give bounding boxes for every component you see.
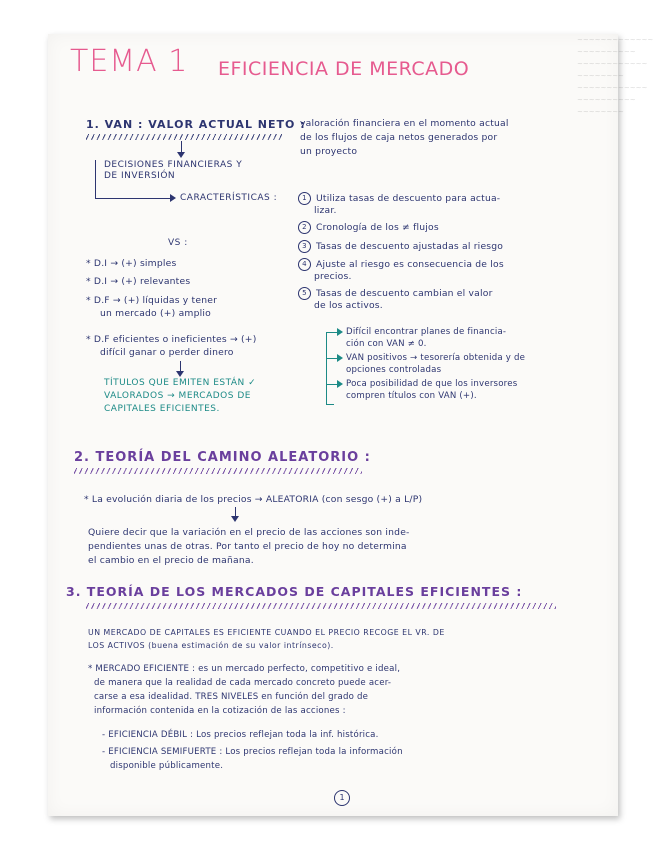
decisions-line-1: DECISIONES FINANCIERAS Y bbox=[104, 160, 243, 170]
bracket-vertical bbox=[95, 160, 96, 198]
arrow-right-icon bbox=[337, 328, 343, 336]
comparison-3: * D.F → (+) líquidas y tener bbox=[86, 295, 218, 306]
number-4-icon: 4 bbox=[298, 258, 311, 271]
consequence-2: VAN positivos → tesorería obtenida y de bbox=[346, 353, 526, 363]
comparison-4: * D.F eficientes o ineficientes → (+) bbox=[86, 334, 257, 345]
characteristic-5-cont: de los activos. bbox=[314, 300, 383, 311]
level-weak: - EFICIENCIA DÉBIL : Los precios reflejan toda la inf. histórica. bbox=[102, 730, 379, 740]
number-5-icon: 5 bbox=[298, 287, 311, 300]
characteristic-1-cont: lizar. bbox=[314, 205, 337, 216]
efficient-market-4: información contenida en la cotización de las acciones : bbox=[94, 706, 346, 716]
section-2-explanation-3: el cambio en el precio de mañana. bbox=[88, 555, 254, 566]
consequence-2-cont: opciones controladas bbox=[346, 365, 442, 375]
section-2-underline bbox=[74, 468, 362, 474]
consequence-bracket bbox=[326, 332, 327, 404]
section-2-heading: 2. TEORÍA DEL CAMINO ALEATORIO : bbox=[74, 450, 371, 465]
characteristic-3: 3 Tasas de descuento ajustadas al riesgo bbox=[298, 240, 503, 253]
arrow-down-icon bbox=[177, 152, 185, 158]
efficient-market-1: * MERCADO EFICIENTE : es un mercado perfecto, competitivo e ideal, bbox=[88, 664, 401, 674]
consequence-3: Poca posibilidad de que los inversores bbox=[346, 379, 518, 389]
van-definition-line-1: valoración financiera en el momento actual bbox=[300, 118, 509, 129]
arrow-down-icon bbox=[176, 371, 184, 377]
level-semistrong: - EFICIENCIA SEMIFUERTE : Los precios reflejan toda la información bbox=[102, 747, 403, 757]
section-3-intro-2: LOS ACTIVOS (buena estimación de su valor intrínseco). bbox=[88, 641, 334, 650]
page-subtitle: EFICIENCIA DE MERCADO bbox=[218, 58, 470, 80]
section-2-explanation-2: pendientes unas de otras. Por tanto el precio de hoy no determina bbox=[88, 541, 407, 552]
consequence-bottom bbox=[326, 404, 334, 405]
level-semistrong-cont: disponible públicamente. bbox=[110, 761, 224, 771]
characteristic-2: 2 Cronología de los ≠ flujos bbox=[298, 221, 439, 234]
page-number: 1 bbox=[334, 790, 350, 806]
page-title: TEMA 1 bbox=[70, 44, 189, 79]
arrow-right-icon bbox=[337, 380, 343, 388]
comparison-3-cont: un mercado (+) amplio bbox=[100, 308, 211, 319]
comparison-1: * D.I → (+) simples bbox=[86, 258, 177, 269]
conclusion-line-1: TÍTULOS QUE EMITEN ESTÁN ✓ bbox=[104, 378, 257, 388]
van-definition-line-2: de los flujos de caja netos generados por bbox=[300, 132, 498, 143]
section-3-heading: 3. TEORÍA DE LOS MERCADOS DE CAPITALES EFICIENTES : bbox=[66, 584, 523, 599]
arrow-right-icon bbox=[337, 354, 343, 362]
efficient-market-3: carse a esa idealidad. TRES NIVELES en función del grado de bbox=[94, 692, 369, 702]
bleed-through-text: ~~~~~~~~~~~~~ ~~~~~~~~~~ ~~~~~~~~~~~~ ~~~~~~~~ ~~~~~~~~~~~~ ~~~~~~~~~~ ~~~~~~~~ bbox=[577, 36, 654, 116]
bracket-horizontal bbox=[95, 198, 171, 199]
number-3-icon: 3 bbox=[298, 240, 311, 253]
consequence-1: Difícil encontrar planes de financia- bbox=[346, 327, 507, 337]
characteristic-1: 1 Utiliza tasas de descuento para actua- bbox=[298, 192, 500, 205]
section-1-underline bbox=[86, 134, 282, 140]
conclusion-line-3: CAPITALES EFICIENTES. bbox=[104, 404, 220, 414]
characteristics-label: CARACTERÍSTICAS : bbox=[180, 193, 278, 203]
number-2-icon: 2 bbox=[298, 221, 311, 234]
vs-label: VS : bbox=[168, 238, 188, 248]
section-3-intro-1: UN MERCADO DE CAPITALES ES EFICIENTE CUANDO EL PRECIO RECOGE EL VR. DE bbox=[88, 628, 445, 637]
decisions-line-2: DE INVERSIÓN bbox=[104, 171, 176, 181]
arrow-right-icon bbox=[170, 194, 176, 202]
conclusion-line-2: VALORADOS → MERCADOS DE bbox=[104, 391, 251, 401]
section-2-explanation-1: Quiere decir que la variación en el precio de las acciones son inde- bbox=[88, 527, 410, 538]
section-2-bullet: * La evolución diaria de los precios → ALEATORIA (con sesgo (+) a L/P) bbox=[84, 494, 423, 505]
comparison-2: * D.I → (+) relevantes bbox=[86, 276, 191, 287]
comparison-4-cont: difícil ganar o perder dinero bbox=[100, 347, 234, 358]
consequence-3-cont: compren títulos con VAN (+). bbox=[346, 391, 477, 401]
van-definition-line-3: un proyecto bbox=[300, 146, 358, 157]
characteristic-5: 5 Tasas de descuento cambian el valor bbox=[298, 287, 493, 300]
efficient-market-2: de manera que la realidad de cada mercado concreto puede acer- bbox=[94, 678, 392, 688]
characteristic-4-cont: precios. bbox=[314, 271, 352, 282]
section-3-underline bbox=[86, 603, 556, 609]
section-1-heading: 1. VAN : VALOR ACTUAL NETO : bbox=[86, 118, 306, 131]
number-1-icon: 1 bbox=[298, 192, 311, 205]
consequence-1-cont: ción con VAN ≠ 0. bbox=[346, 339, 427, 349]
arrow-down-icon bbox=[231, 516, 239, 522]
characteristic-4: 4 Ajuste al riesgo es consecuencia de los bbox=[298, 258, 504, 271]
